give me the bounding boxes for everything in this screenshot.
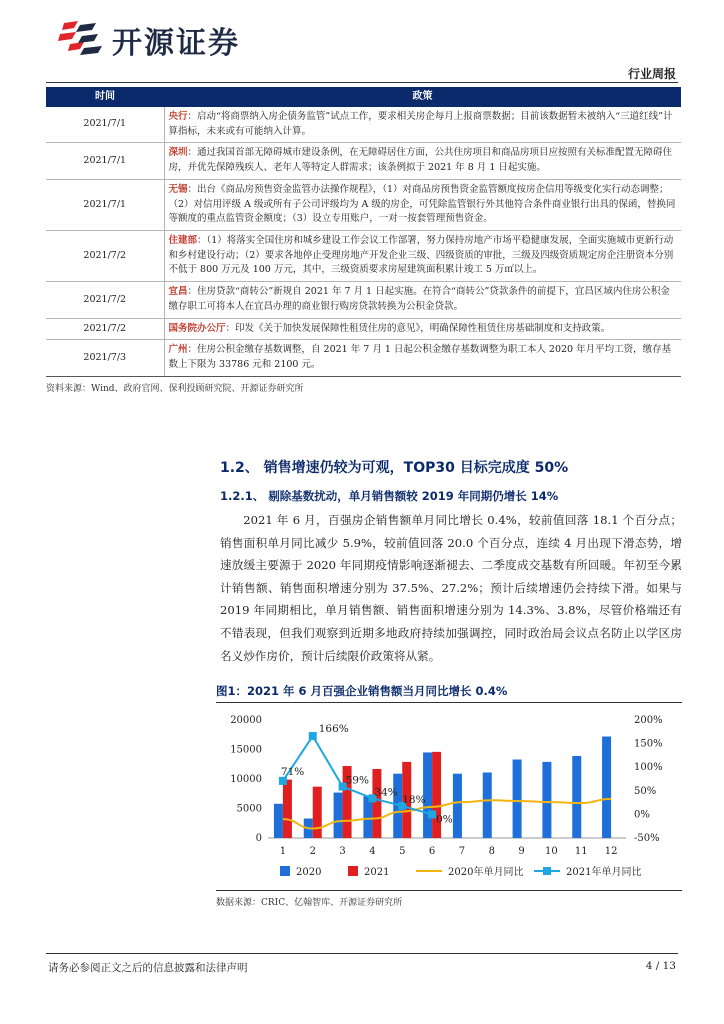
bar-2020 <box>334 793 343 838</box>
column-header-time: 时间 <box>46 87 164 107</box>
bar-2020 <box>453 774 462 838</box>
row-policy <box>164 282 681 318</box>
row-city: 宜昌 <box>168 286 188 298</box>
row-city: 无锡 <box>168 183 188 195</box>
bar-2020 <box>542 762 551 838</box>
row-date: 2021/7/1 <box>46 179 164 230</box>
x-tick-label: 10 <box>545 846 558 857</box>
row-text: ：启动“将商票纳入房企债务监管”试点工作，要求相关房企每月上报商票数据；目前该数据暂未被纳入“三道红线”计算指标，未来或有可能纳入计算。 <box>168 111 673 137</box>
bar-2020 <box>513 760 522 838</box>
row-city: 住建部 <box>168 235 198 247</box>
y2-tick-label: 50% <box>634 785 657 797</box>
x-tick-label: 12 <box>604 846 618 857</box>
y2-tick-label: -50% <box>634 833 660 844</box>
body-paragraph: 2021 年 6 月，百强房企销售额单月同比增长 0.4%，较前值回落 18.1 个百分点；销售面积单月同比减少 5.9%，较前值回落 20.0 个百分点，连续 4 月出现下滑态势，增速放缓主要源于 2020 年同期疫情影响逐渐褪去、二季度成交基数有所回暖。年初至今累计销售额、销售面积增速分别为 37.5%、27.2%；预计后续增速仍会持续下滑。如果与 2019 年同期相比，单月销售额、销售面积增速分别为 14.3%、3.8%，尽管价格端还有不错表现，但我们观察到近期多地政府持续加强调控，同时政治局会议点名防止以学区房名义炒作房价，预计后续限价政策将从紧。 <box>220 513 682 663</box>
y-tick-label: 15000 <box>230 744 262 756</box>
y2-tick-label: 100% <box>634 762 663 774</box>
bar-2020 <box>602 737 611 838</box>
row-text: ：（1）将落实全国住房和城乡建设工作会议工作部署，努力保持房地产市场平稳健康发展，全面实施城市更新行动和乡村建设行动；（2）要求各地停止受理房地产开发企业三级、四级资质的审批，三级及四级资质规定房企注册资本分别不低于 800 万元及 100 万元，其中，三级资质要求房屋建筑面积累计竣工 5 万㎡以上。 <box>168 235 674 276</box>
footer-disclaimer: 请务必参阅正文之后的信息披露和法律声明 <box>48 962 248 974</box>
y-tick-label: 0 <box>255 833 262 844</box>
legend-label: 2021年单月同比 <box>566 867 642 878</box>
section-heading: 1.2、 销售增速仍较为可观，TOP30 目标完成度 50% <box>220 460 569 476</box>
x-tick-label: 8 <box>488 846 495 857</box>
data-label: 34% <box>374 786 398 799</box>
row-city: 央行 <box>168 111 188 122</box>
kaiyuan-logo-icon <box>58 19 104 61</box>
table-row <box>46 318 681 340</box>
row-text: ：住房公积金缴存基数调整，自 2021 年 7 月 1 日起公积金缴存基数调整为职工本人 2020 年月平均工资，缴存基数上下限为 33786 元和 2100 元。 <box>168 344 672 371</box>
x-tick-label: 7 <box>458 846 466 857</box>
row-date: 2021/7/1 <box>46 143 164 179</box>
logo-text: 开源证券 <box>112 26 240 61</box>
row-text: ：印发《关于加快发展保障性租赁住房的意见》，明确保障性租赁住房基础制度和支持政策。 <box>225 322 611 334</box>
row-date: 2021/7/1 <box>46 107 164 143</box>
x-tick-label: 3 <box>339 846 346 857</box>
row-text: ：出台《商品房预售资金监管办法操作规程》，（1）对商品房预售资金监管额度按房企信用等级变化实行动态调整；（2）对信用评级 A 级或所有子公司评级均为 A 级的房企，可凭除监管银行外其他符合条件商业银行出具的保函，替换同等额度的重点监管资金额度；（3）设立专用账户，一对一按套管理预售资金。 <box>168 183 676 225</box>
page-number: 4 / 13 <box>645 960 676 972</box>
table-row <box>46 340 681 376</box>
figure-bottom-rule <box>216 890 682 891</box>
subsection-heading: 1.2.1、 剔除基数扰动，单月销售额较 2019 年同期仍增长 14% <box>220 489 559 503</box>
row-policy <box>164 107 681 143</box>
legend-label: 2020 <box>296 867 322 878</box>
bar-2020 <box>572 756 581 838</box>
row-policy <box>164 318 681 340</box>
footer-divider <box>46 953 678 954</box>
bar-2020 <box>483 773 492 838</box>
table-row <box>46 231 681 282</box>
row-date: 2021/7/2 <box>46 318 164 340</box>
table-row <box>46 179 681 230</box>
row-city: 广州 <box>168 344 188 356</box>
section-label: 行业周报 <box>627 67 676 81</box>
legend-swatch <box>280 866 290 876</box>
figure-source: 数据来源：CRIC、亿翰智库、开源证券研究所 <box>216 898 403 908</box>
x-tick-label: 9 <box>518 846 525 857</box>
column-header-policy: 政策 <box>164 87 681 107</box>
data-label: 59% <box>345 774 369 787</box>
x-tick-label: 11 <box>574 846 588 857</box>
data-label: 166% <box>318 723 349 736</box>
row-policy <box>164 143 681 179</box>
row-policy <box>164 179 681 230</box>
line-marker <box>309 732 317 740</box>
company-logo <box>58 18 240 62</box>
row-text: ：通过我国首部无障碍城市建设条例，在无障碍居住方面，公共住房项目和商品房项目应按照有关标准配置无障碍住房，并优先保障残疾人、老年人等特定人群需求；该条例拟于 2021 年 8 月 1 日起实施。 <box>168 147 673 174</box>
legend-label: 2020年单月同比 <box>448 867 524 878</box>
x-tick-label: 1 <box>279 846 287 857</box>
row-policy <box>164 340 681 376</box>
bar-2021 <box>313 787 322 838</box>
legend-label: 2021 <box>364 867 390 878</box>
figure-top-rule <box>216 702 682 703</box>
row-policy <box>164 231 681 282</box>
policy-table <box>46 87 681 377</box>
line-marker <box>279 777 287 785</box>
bar-2020 <box>274 804 283 838</box>
bar-2021 <box>283 780 292 838</box>
table-row <box>46 282 681 318</box>
x-tick-label: 6 <box>428 846 436 857</box>
x-tick-label: 5 <box>399 846 406 857</box>
bar-2020 <box>363 796 372 838</box>
y2-tick-label: 150% <box>634 738 663 750</box>
row-date: 2021/7/2 <box>46 282 164 318</box>
y-tick-label: 20000 <box>230 715 262 726</box>
data-label: 0% <box>436 813 453 826</box>
row-date: 2021/7/3 <box>46 340 164 376</box>
y-tick-label: 5000 <box>236 803 262 815</box>
figure-title: 图1：2021 年 6 月百强企业销售额当月同比增长 0.4% <box>216 684 508 698</box>
table-header-row <box>46 87 681 107</box>
table-source: 资料来源：Wind、政府官网、保利投顾研究院、开源证券研究所 <box>46 384 304 394</box>
header-divider <box>46 82 678 83</box>
x-tick-label: 2 <box>309 846 316 857</box>
table-row <box>46 143 681 179</box>
sales-chart <box>216 706 682 888</box>
y2-tick-label: 0% <box>634 809 650 821</box>
y2-tick-label: 200% <box>634 715 663 726</box>
legend-swatch <box>348 866 358 876</box>
y-tick-label: 10000 <box>230 774 262 785</box>
row-text: ：住房贷款“商转公”新规自 2021 年 7 月 1 日起实施。在符合“商转公”贷款条件的前提下，宜昌区域内住房公积金缴存职工可将本人在宜昌办理的商业银行购房贷款转换为公积金贷款。 <box>168 286 670 312</box>
row-city: 深圳 <box>168 147 188 159</box>
table-row <box>46 107 681 143</box>
data-label: 18% <box>402 793 426 806</box>
row-date: 2021/7/2 <box>46 231 164 282</box>
bar-2021 <box>372 769 381 838</box>
row-city: 国务院办公厅 <box>168 322 226 334</box>
line-marker <box>428 810 436 818</box>
data-label: 71% <box>280 765 305 778</box>
x-tick-label: 4 <box>369 846 376 857</box>
legend-marker <box>543 867 551 875</box>
